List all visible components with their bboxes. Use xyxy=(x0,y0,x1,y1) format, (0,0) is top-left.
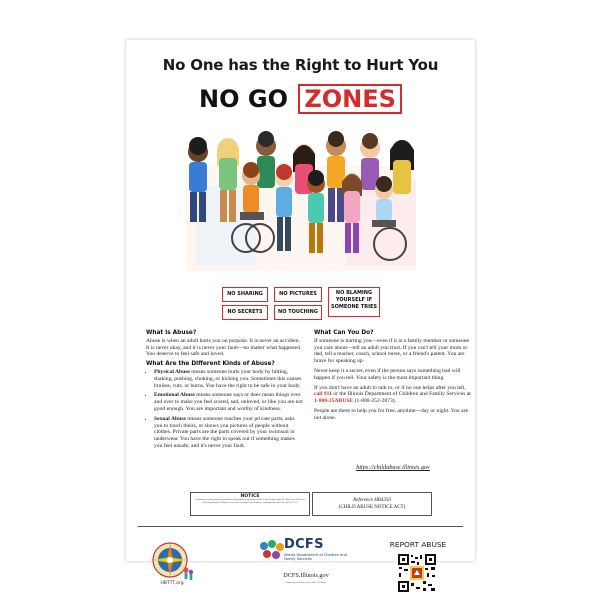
abuse-kinds-list xyxy=(146,369,304,450)
heading-kinds-of-abuse: What Are the Different Kinds of Abuse? xyxy=(146,361,275,368)
divider xyxy=(138,526,463,527)
tag-no-touching: NO TOUCHING xyxy=(274,305,322,320)
list-item xyxy=(154,392,304,412)
title-highlight: ZONES xyxy=(298,84,402,114)
paragraph xyxy=(314,385,472,405)
poster xyxy=(126,40,475,586)
heading-what-can-you-do: What Can You Do? xyxy=(314,330,374,336)
paragraph: People are there to help you for free, anytime—day or night. You are not alone. xyxy=(314,407,468,421)
term: Sexual Abuse xyxy=(154,415,186,422)
list-item xyxy=(154,369,304,389)
reference-act: (CHILD ABUSE NOTICE ACT) xyxy=(338,505,406,510)
childabuse-link[interactable]: https://childabuse.illinois.gov xyxy=(356,464,430,471)
dcfs-url[interactable]: DCFS.Illinois.gov xyxy=(283,572,329,579)
call-911: call 911 xyxy=(314,391,332,398)
reference-box xyxy=(312,492,432,516)
paragraph: Never keep it a secret, even if the person says something bad will happen if you tell. Your safety is the most important thing. xyxy=(314,367,461,381)
tag-line: SOMEONE TRIES xyxy=(331,304,377,310)
notice-title: NOTICE xyxy=(240,494,260,499)
tag-line: YOURSELF IF xyxy=(335,297,373,303)
hotline-number: 1-800-25ABUSE xyxy=(314,398,354,405)
hbttt-compass-logo xyxy=(148,536,196,584)
notice-body: Reproduction of this poster is permitted for the purpose of informing children of their rights under the Abused and Neglected Child Reporting Act. Display of this notice is required in accordance with applicable state law (325 ILCS 5/). xyxy=(195,499,305,504)
text: or the Illinois Department of Children and Family Services at xyxy=(331,391,471,398)
left-column xyxy=(146,330,304,453)
title-prefix: NO GO xyxy=(199,85,288,113)
notice-box xyxy=(190,492,310,516)
headline: No One has the Right to Hurt You xyxy=(162,56,439,74)
term: Emotional Abuse xyxy=(154,392,195,399)
list-item xyxy=(154,416,304,450)
description: means someone hurts your body by hitting, shaking, pushing, choking, or kicking you. Sometimes this causes bruises, cuts, or burns. You have the right to be safe in your body. xyxy=(154,368,302,389)
tag-no-blaming xyxy=(328,287,380,317)
heading-what-is-abuse: What is Abuse? xyxy=(146,330,197,336)
page-title xyxy=(126,84,475,114)
term: Physical Abuse xyxy=(154,368,190,375)
reference-line: Reference HB4350 xyxy=(353,498,391,503)
tag-no-sharing: NO SHARING xyxy=(222,287,268,302)
right-column xyxy=(314,330,472,425)
text: If you don't have an adult to talk to, or if no one helps after you tell, xyxy=(314,384,466,391)
dcfs-subtitle: Illinois Department of Children and Family Services xyxy=(284,553,347,562)
child-figure xyxy=(390,140,414,194)
paragraph: If someone is hurting you—even if it is a family member or someone you care about—tell an adult you trust. If you can't tell your mom or dad, tell a teacher, coach, school nurse, or a friend's parent. You are brave for speaking up. xyxy=(314,337,470,365)
hbttt-url[interactable]: HBTTT.org xyxy=(160,581,184,586)
text: (1-800-252-2873). xyxy=(353,398,397,405)
paragraph: Abuse is when an adult hurts you on purpose. It is never an accident. It is never okay, and it is never your fault—no matter what happened. You deserve to feel safe and loved. xyxy=(146,337,302,358)
dcfs-name: DCFS xyxy=(284,537,324,552)
qr-code-icon[interactable] xyxy=(397,553,437,593)
no-go-tags xyxy=(222,284,382,326)
tag-line: NO BLAMING xyxy=(335,290,373,296)
report-abuse-label: REPORT ABUSE xyxy=(389,540,447,549)
description: means someone touches your private parts, asks you to touch theirs, or shows you pictures of people without clothes. Private parts are the parts covered by your swimsuit or underwear. You have the right to speak out if something makes you feel unsafe, and it's never your fault. xyxy=(154,415,295,449)
dcfs-fine-print: Printed by authority of the State of Illinois xyxy=(285,581,327,584)
tag-no-secrets: NO SECRETS xyxy=(222,305,268,320)
tag-no-pictures: NO PICTURES xyxy=(274,287,322,302)
children-illustration xyxy=(176,126,426,274)
description: means someone says or does mean things over and over to make you feel scared, sad, unloved, or like you are not good enough. You are important and worthy of kindness. xyxy=(154,392,303,412)
